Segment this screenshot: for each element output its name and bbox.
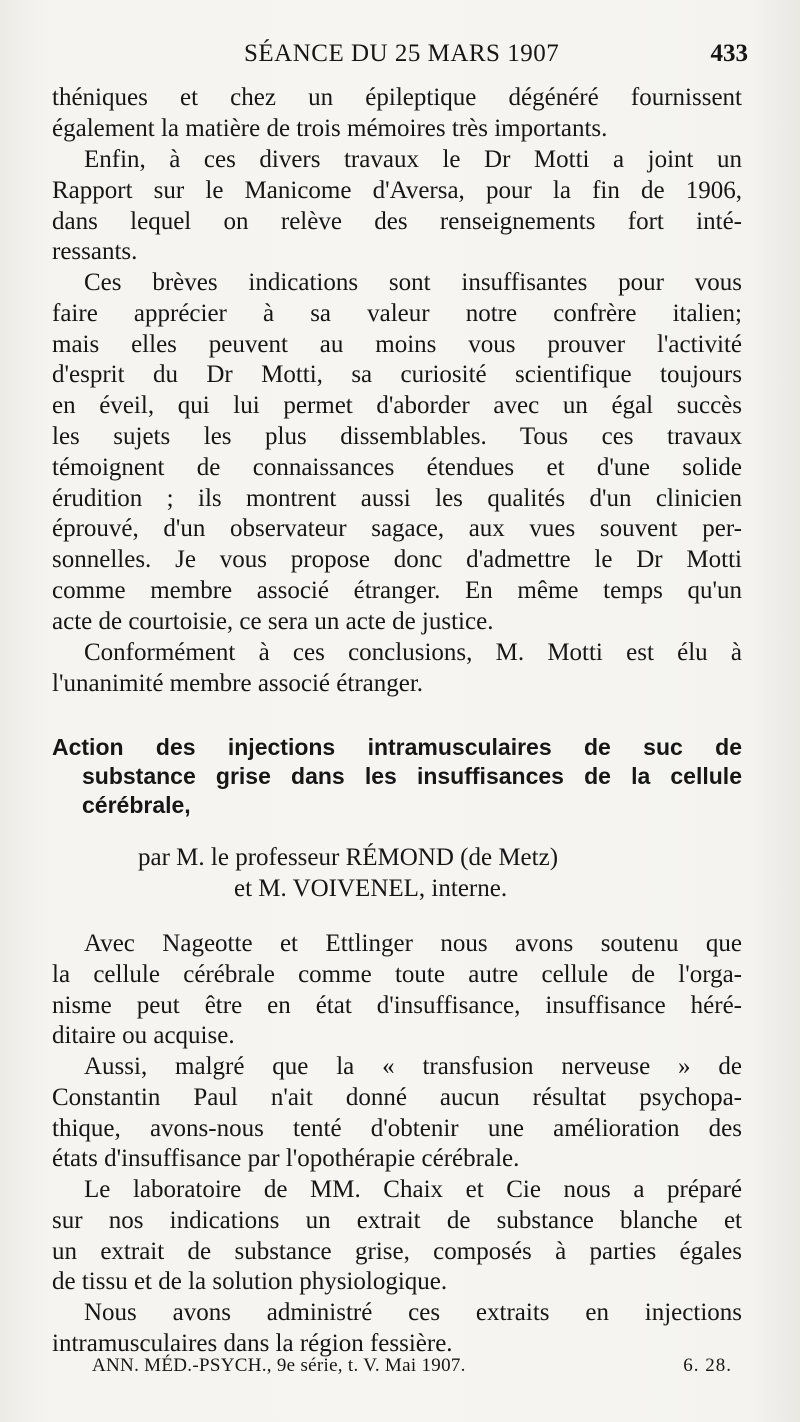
text-line: Enfin, à ces divers travaux le Dr Motti a joint un: [84, 146, 742, 173]
text-line: les sujets les plus dissemblables. Tous ces travaux: [52, 422, 742, 450]
text-line: théniques et chez un épileptique dégénéré fournissent: [52, 84, 742, 111]
text-line: ressants.: [52, 238, 138, 266]
text-line: faire apprécier à sa valeur notre confrère italien;: [52, 299, 742, 327]
text-line: témoignent de connaissances étendues et d'une solide: [52, 453, 742, 481]
text-line: comme membre associé étranger. En même temps qu'un: [52, 576, 742, 604]
text-line: l'unanimité membre associé étranger.: [52, 669, 424, 697]
text-line: acte de courtoisie, ce sera un acte de justice.: [52, 607, 494, 635]
journal-citation: ANN. MÉD.-PSYCH., 9e série, t. V. Mai 1907.: [92, 1355, 466, 1376]
paragraph-nageotte: [52, 929, 742, 1052]
signature-mark: 6. 28.: [683, 1355, 732, 1376]
text-line: dans lequel on relève des renseignements fort inté-: [52, 207, 742, 235]
text-line: nisme peut être en état d'insuffisance, insuffisance héré-: [52, 991, 742, 1019]
paragraph-administre: [52, 1298, 742, 1360]
text-line: érudition ; ils montrent aussi les qualités d'un clinicien: [52, 484, 742, 512]
text-line: la cellule cérébrale comme toute autre cellule de l'orga-: [52, 960, 742, 988]
text-line: Avec Nageotte et Ettlinger nous avons soutenu que: [84, 930, 742, 957]
article-title-line: Action des injections intramusculaires de suc de: [52, 734, 742, 760]
byline-line: par M. le professeur RÉMOND (de Metz): [138, 844, 559, 871]
text-line: mais elles peuvent au moins vous prouver l'activité: [52, 330, 742, 358]
page-header: [52, 40, 748, 76]
text-line: Le laboratoire de MM. Chaix et Cie nous a préparé: [84, 1176, 742, 1203]
page-number: 433: [710, 40, 748, 67]
running-title: SÉANCE DU 25 MARS 1907: [244, 40, 560, 67]
paragraph-laboratoire: [52, 1175, 742, 1298]
text-line: d'esprit du Dr Motti, sa curiosité scientifique toujours: [52, 361, 742, 389]
text-line: états d'insuffisance par l'opothérapie cérébrale.: [52, 1145, 520, 1173]
text-line: Nous avons administré ces extraits en injections: [84, 1299, 742, 1326]
text-line: sonnelles. Je vous propose donc d'admettre le Dr Motti: [52, 546, 742, 574]
article-title-line: substance grise dans les insuffisances de la cellule: [82, 763, 742, 789]
text-line: éprouvé, d'un observateur sagace, aux vues souvent per-: [52, 515, 742, 543]
text-line: ditaire ou acquise.: [52, 1022, 235, 1050]
text-line: de tissu et de la solution physiologique.: [52, 1268, 448, 1296]
text-line: également la matière de trois mémoires très importants.: [52, 114, 608, 142]
text-line: Rapport sur le Manicome d'Aversa, pour la fin de 1906,: [52, 176, 742, 204]
paragraph-conclusions: [52, 638, 742, 700]
text-line: Constantin Paul n'ait donné aucun résultat psychopa-: [52, 1083, 742, 1111]
text-line: en éveil, qui lui permet d'aborder avec un égal succès: [52, 392, 742, 420]
text-line: Conformément à ces conclusions, M. Motti est élu à: [84, 639, 742, 666]
paragraph-enfin: [52, 145, 742, 268]
paragraph-indications: [52, 268, 742, 638]
text-line: Aussi, malgré que la « transfusion nerveuse » de: [84, 1053, 742, 1080]
text-line: intramusculaires dans la région fessière.: [52, 1329, 453, 1357]
article-title: [52, 733, 742, 820]
text-line: sur nos indications un extrait de substance blanche et: [52, 1206, 742, 1234]
text-line: thique, avons-nous tenté d'obtenir une amélioration des: [52, 1114, 742, 1142]
paragraph-continued: [52, 83, 742, 145]
text-line: un extrait de substance grise, composés à parties égales: [52, 1237, 742, 1265]
byline: [52, 843, 742, 905]
page-footer: [92, 1355, 732, 1383]
text-line: Ces brèves indications sont insuffisantes pour vous: [84, 269, 742, 296]
article-title-line: cérébrale,: [82, 792, 191, 818]
byline-line: et M. VOIVENEL, interne.: [234, 874, 508, 902]
paragraph-aussi: [52, 1052, 742, 1175]
